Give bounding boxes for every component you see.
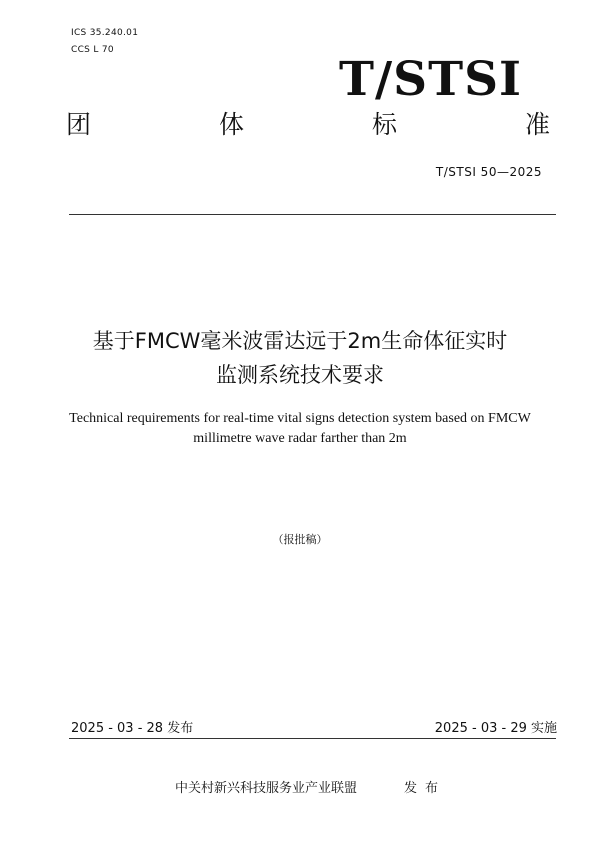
publisher-name: 中关村新兴科技服务业产业联盟 <box>175 781 358 796</box>
ics-code: ICS 35.240.01 <box>71 28 139 38</box>
publish-label: 发布 <box>404 781 447 796</box>
standard-logo: T/STSI <box>339 52 522 107</box>
ccs-code: CCS L 70 <box>71 45 114 55</box>
standard-type-char: 准 <box>524 110 550 139</box>
standard-number: T/STSI 50—2025 <box>435 165 542 179</box>
header-divider <box>69 214 556 215</box>
english-title-line-2: millimetre wave radar farther than 2m <box>193 431 407 446</box>
chinese-title-line-2: 监测系统技术要求 <box>216 363 384 387</box>
english-title-line-1: Technical requirements for real-time vital signs detection system based on FMCW <box>69 411 531 426</box>
chinese-title-line-1: 基于FMCW毫米波雷达远于2m生命体征实时 <box>92 329 508 353</box>
draft-status: （报批稿） <box>272 533 328 546</box>
footer-divider <box>69 738 556 739</box>
standard-type-char: 体 <box>218 110 244 139</box>
standard-type-heading <box>66 112 550 137</box>
standard-type-char: 团 <box>66 110 92 139</box>
standard-type-char: 标 <box>371 110 397 139</box>
issue-date: 2025 - 03 - 28 发布 <box>71 721 194 736</box>
implementation-date: 2025 - 03 - 29 实施 <box>434 721 557 736</box>
